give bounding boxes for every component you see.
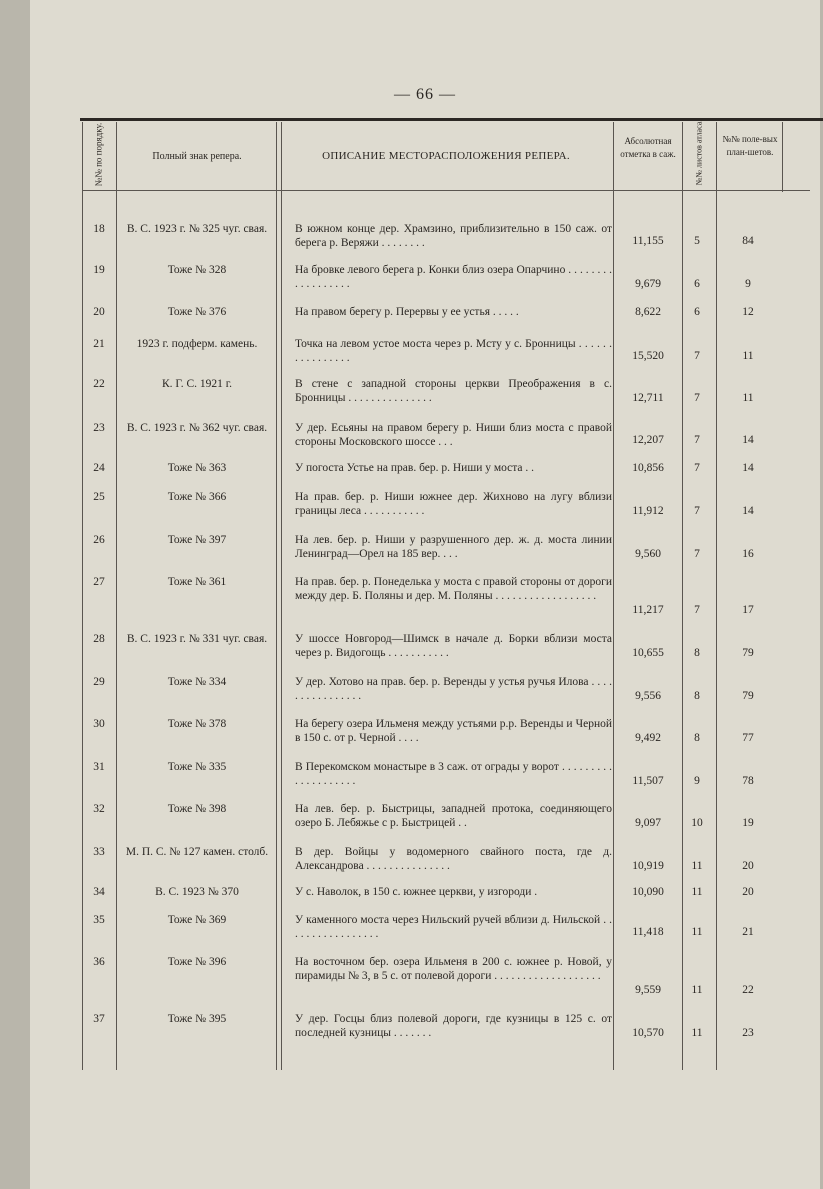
location-description: У дер. Хотово на прав. бер. р. Веренды у устья ручья Илова . . . . . . . . . . . . . . . . — [295, 676, 612, 702]
column-divider — [613, 122, 614, 1070]
benchmark-mark: Тоже № 378 — [167, 718, 227, 730]
row-number: 21 — [93, 338, 105, 350]
atlas-sheet-number: 11 — [691, 926, 703, 938]
field-plan-number: 12 — [742, 306, 754, 318]
location-description: На правом берегу р. Перервы у ее устья . . . . . — [295, 306, 519, 318]
benchmark-mark: Тоже № 328 — [167, 264, 227, 276]
field-plan-number: 21 — [742, 926, 754, 938]
absolute-elevation: 11,217 — [632, 604, 664, 616]
header-elevation: Абсолютная отметка в саж. — [620, 136, 676, 159]
atlas-sheet-number: 6 — [694, 278, 700, 290]
absolute-elevation: 9,492 — [635, 732, 661, 744]
field-plan-number: 9 — [745, 278, 751, 290]
atlas-sheet-number: 10 — [691, 817, 703, 829]
atlas-sheet-number: 11 — [691, 886, 703, 898]
benchmark-mark: В. С. 1923 № 370 — [155, 886, 239, 898]
page — [30, 0, 820, 1189]
absolute-elevation: 9,559 — [635, 984, 661, 996]
row-number: 31 — [93, 761, 105, 773]
row-number: 36 — [93, 956, 105, 968]
atlas-sheet-number: 7 — [694, 462, 700, 474]
atlas-sheet-number: 7 — [694, 505, 700, 517]
row-number: 26 — [93, 534, 105, 546]
location-description: У шоссе Новгород—Шимск в начале д. Борки вблизи моста через р. Видогощь . . . . . . . . . . . — [295, 633, 612, 659]
absolute-elevation: 8,622 — [635, 306, 661, 318]
header-mark: Полный знак репера. — [152, 151, 242, 162]
row-number: 27 — [93, 576, 105, 588]
row-number: 37 — [93, 1013, 105, 1025]
field-plan-number: 78 — [742, 775, 754, 787]
absolute-elevation: 10,090 — [632, 886, 664, 898]
top-rule — [80, 118, 823, 121]
field-plan-number: 77 — [742, 732, 754, 744]
location-description: На бровке левого берега р. Конки близ озера Опарчино . . . . . . . . . . . . . . . . . . — [295, 264, 612, 290]
benchmark-mark: Тоже № 361 — [167, 576, 227, 588]
atlas-sheet-number: 7 — [694, 350, 700, 362]
column-divider — [682, 122, 683, 1070]
location-description: На прав. бер. р. Понеделька у моста с правой стороны от дороги между дер. Б. Поляны и дер. М. Поляны . . . . . . . . . . . . . . . . . . — [295, 576, 612, 602]
row-number: 18 — [93, 223, 105, 235]
field-plan-number: 11 — [742, 392, 754, 404]
absolute-elevation: 11,155 — [632, 235, 664, 247]
header-description: ОПИСАНИЕ МЕСТОРАСПОЛОЖЕНИЯ РЕПЕРА. — [322, 150, 570, 162]
column-divider — [782, 122, 783, 192]
benchmark-mark: Тоже № 363 — [167, 462, 227, 474]
location-description: В южном конце дер. Храмзино, приблизительно в 150 саж. от берега р. Веряжи . . . . . . . . — [295, 223, 612, 249]
field-plan-number: 20 — [742, 860, 754, 872]
benchmark-mark: Тоже № 335 — [167, 761, 227, 773]
benchmark-mark: Тоже № 398 — [167, 803, 227, 815]
absolute-elevation: 12,207 — [632, 434, 664, 446]
field-plan-number: 11 — [742, 350, 754, 362]
location-description: На лев. бер. р. Ниши у разрушенного дер. ж. д. моста линии Ленинград—Орел на 185 вер. . . . — [295, 534, 612, 560]
absolute-elevation: 11,912 — [632, 505, 664, 517]
field-plan-number: 14 — [742, 462, 754, 474]
field-plan-number: 79 — [742, 690, 754, 702]
absolute-elevation: 10,919 — [632, 860, 664, 872]
location-description: На лев. бер. р. Быстрицы, западней протока, соединяющего озеро Б. Лебяжье с р. Быстрицей . . — [295, 803, 612, 829]
field-plan-number: 79 — [742, 647, 754, 659]
location-description: У с. Наволок, в 150 с. южнее церкви, у изгороди . — [295, 886, 538, 898]
benchmark-mark: 1923 г. подферм. камень. — [136, 338, 258, 350]
atlas-sheet-number: 11 — [691, 984, 703, 996]
row-number: 30 — [93, 718, 105, 730]
benchmark-mark: Тоже № 369 — [167, 914, 227, 926]
absolute-elevation: 10,570 — [632, 1027, 664, 1039]
location-description: У дер. Госцы близ полевой дороги, где кузницы в 125 с. от последней кузницы . . . . . . . — [295, 1013, 612, 1039]
atlas-sheet-number: 7 — [694, 434, 700, 446]
location-description: На берегу озера Ильменя между устьями р.р. Веренды и Черной в 150 с. от р. Черной . . . . — [295, 718, 612, 744]
field-plan-number: 16 — [742, 548, 754, 560]
row-number: 28 — [93, 633, 105, 645]
atlas-sheet-number: 6 — [694, 306, 700, 318]
row-number: 22 — [93, 378, 105, 390]
atlas-sheet-number: 7 — [694, 548, 700, 560]
benchmark-mark: В. С. 1923 г. № 325 чуг. свая. — [126, 223, 268, 235]
benchmark-mark: К. Г. С. 1921 г. — [161, 378, 233, 390]
benchmark-mark: Тоже № 396 — [167, 956, 227, 968]
row-number: 33 — [93, 846, 105, 858]
row-number: 20 — [93, 306, 105, 318]
benchmark-mark: В. С. 1923 г. № 331 чуг. свая. — [126, 633, 268, 645]
field-plan-number: 17 — [742, 604, 754, 616]
atlas-sheet-number: 11 — [691, 860, 703, 872]
location-description: У дер. Есьяны на правом берегу р. Ниши близ моста с правой стороны Московского шоссе . . . — [295, 422, 612, 448]
absolute-elevation: 9,560 — [635, 548, 661, 560]
benchmark-mark: Тоже № 334 — [167, 676, 227, 688]
atlas-sheet-number: 9 — [694, 775, 700, 787]
atlas-sheet-number: 7 — [694, 392, 700, 404]
absolute-elevation: 12,711 — [632, 392, 664, 404]
absolute-elevation: 9,679 — [635, 278, 661, 290]
benchmark-mark: Тоже № 397 — [167, 534, 227, 546]
location-description: В дер. Войцы у водомерного свайного поста, где д. Александрова . . . . . . . . . . . . . . . — [295, 846, 612, 872]
field-plan-number: 22 — [742, 984, 754, 996]
header-num: №№ по порядку. — [93, 122, 104, 187]
header-plan: №№ поле-вых план-шетов. — [722, 134, 778, 157]
location-description: У каменного моста через Нильский ручей вблизи д. Нильской . . . . . . . . . . . . . . . . . — [295, 914, 612, 940]
location-description: На прав. бер. р. Ниши южнее дер. Жихново на лугу вблизи границы леса . . . . . . . . . . . — [295, 491, 612, 517]
page-number: — 66 — — [394, 86, 456, 103]
field-plan-number: 84 — [742, 235, 754, 247]
location-description: У погоста Устье на прав. бер. р. Ниши у моста . . — [295, 462, 535, 474]
field-plan-number: 19 — [742, 817, 754, 829]
row-number: 25 — [93, 491, 105, 503]
absolute-elevation: 11,507 — [632, 775, 664, 787]
benchmark-mark: Тоже № 366 — [167, 491, 227, 503]
field-plan-number: 20 — [742, 886, 754, 898]
row-number: 23 — [93, 422, 105, 434]
benchmark-mark: Тоже № 395 — [167, 1013, 227, 1025]
row-number: 29 — [93, 676, 105, 688]
atlas-sheet-number: 8 — [694, 690, 700, 702]
column-divider — [716, 122, 717, 1070]
location-description: Точка на левом устое моста через р. Мсту у с. Бронницы . . . . . . . . . . . . . . . . — [295, 338, 612, 364]
field-plan-number: 14 — [742, 505, 754, 517]
atlas-sheet-number: 7 — [694, 604, 700, 616]
location-description: На восточном бер. озера Ильменя в 200 с. южнее р. Новой, у пирамиды № 3, в 5 с. от полевой дороги . . . . . . . . . . . . . . . . . . . — [295, 956, 612, 982]
absolute-elevation: 11,418 — [632, 926, 664, 938]
row-number: 19 — [93, 264, 105, 276]
row-number: 35 — [93, 914, 105, 926]
benchmark-mark: В. С. 1923 г. № 362 чуг. свая. — [126, 422, 268, 434]
absolute-elevation: 15,520 — [632, 350, 664, 362]
row-number: 34 — [93, 886, 105, 898]
location-description: В Перекомском монастыре в 3 саж. от ограды у ворот . . . . . . . . . . . . . . . . . . . . — [295, 761, 612, 787]
absolute-elevation: 10,856 — [632, 462, 664, 474]
absolute-elevation: 10,655 — [632, 647, 664, 659]
atlas-sheet-number: 5 — [694, 235, 700, 247]
benchmark-mark: М. П. С. № 127 камен. столб. — [125, 846, 269, 858]
atlas-sheet-number: 8 — [694, 647, 700, 659]
location-description: В стене с западной стороны церкви Преображения в с. Бронницы . . . . . . . . . . . . . . . — [295, 378, 612, 404]
absolute-elevation: 9,556 — [635, 690, 661, 702]
absolute-elevation: 9,097 — [635, 817, 661, 829]
field-plan-number: 23 — [742, 1027, 754, 1039]
atlas-sheet-number: 11 — [691, 1027, 703, 1039]
field-plan-number: 14 — [742, 434, 754, 446]
atlas-sheet-number: 8 — [694, 732, 700, 744]
benchmark-mark: Тоже № 376 — [167, 306, 227, 318]
row-number: 24 — [93, 462, 105, 474]
header-sheet: №№ листов атласа. — [694, 119, 704, 186]
header-rule — [82, 190, 810, 191]
row-number: 32 — [93, 803, 105, 815]
